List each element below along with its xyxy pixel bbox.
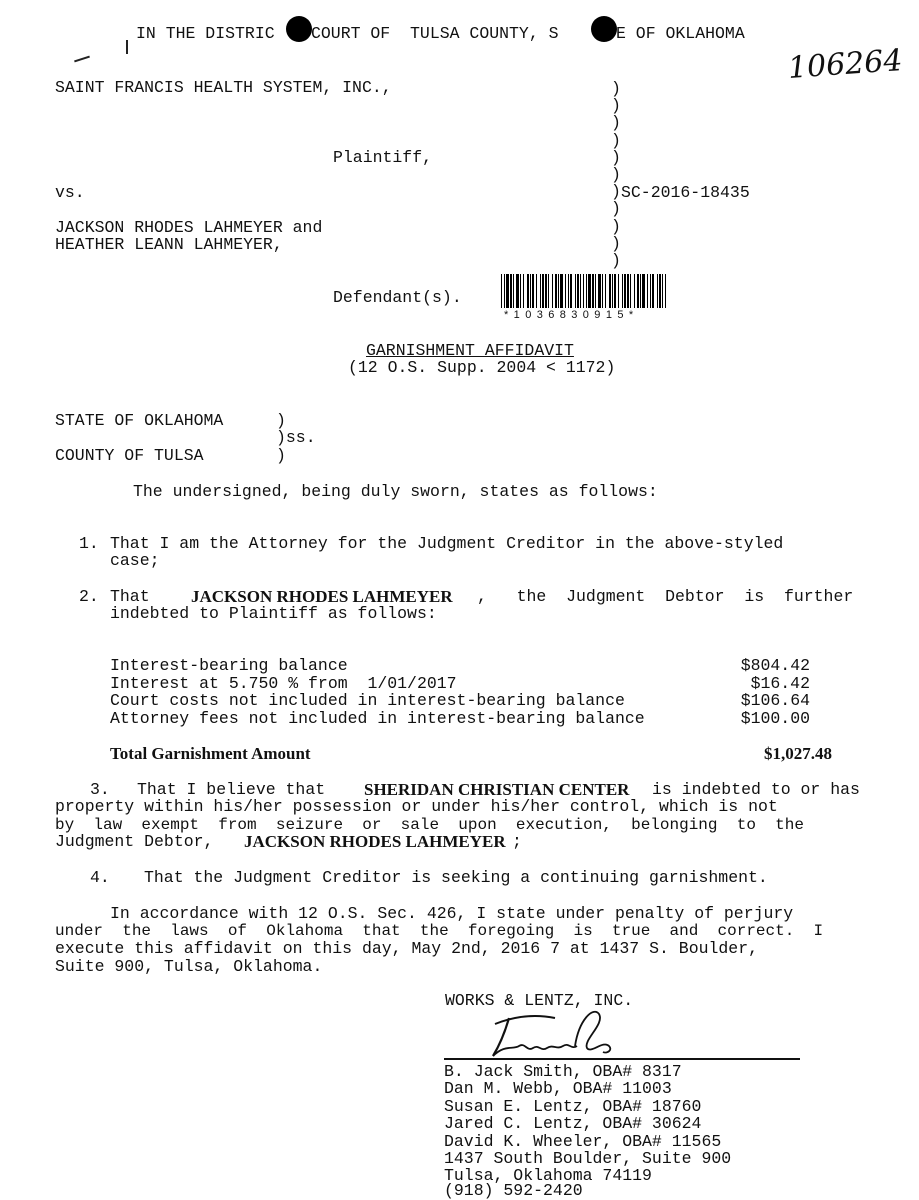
barcode-bar	[605, 274, 606, 308]
barcode-bar	[501, 274, 502, 308]
closing-line-3: execute this affidavit on this day, May 2nd, 2016 7 at 1437 S. Boulder,	[55, 939, 759, 958]
barcode-bar	[595, 274, 596, 308]
total-label: Total Garnishment Amount	[110, 744, 311, 763]
document-title: GARNISHMENT AFFIDAVIT	[366, 341, 574, 360]
item-2-debtor-name: JACKSON RHODES LAHMEYER	[191, 587, 453, 606]
attorney-line: Dan M. Webb, OBA# 11003	[444, 1079, 672, 1098]
venue-paren: )	[276, 446, 286, 465]
amount-label: Attorney fees not included in interest-bearing balance	[110, 709, 645, 728]
barcode-bar	[530, 274, 531, 308]
amount-label: Interest-bearing balance	[110, 656, 348, 675]
stray-mark	[74, 56, 90, 63]
item-2-number: 2.	[79, 587, 99, 606]
barcode-bar	[657, 274, 658, 308]
item-1-line-2: case;	[110, 551, 160, 570]
barcode-bar	[580, 274, 581, 308]
closing-line-1: In accordance with 12 O.S. Sec. 426, I state under penalty of perjury	[110, 904, 794, 923]
barcode-bar	[516, 274, 519, 308]
barcode-bar	[548, 274, 549, 308]
handwritten-file-number: 106264	[786, 43, 904, 86]
barcode-bar	[602, 274, 603, 308]
item-2-that: That	[110, 587, 150, 606]
barcode-bar	[523, 274, 524, 308]
barcode-bar	[622, 274, 623, 308]
statute-reference: (12 O.S. Supp. 2004 < 1172)	[348, 358, 616, 377]
firm-city-line: Tulsa, Oklahoma 74119	[444, 1166, 652, 1185]
handwritten-signature	[475, 1000, 655, 1062]
amount-value: $804.42	[740, 656, 810, 675]
firm-phone-line: (918) 592-2420	[444, 1181, 583, 1200]
barcode-bar	[520, 274, 521, 308]
barcode-bar	[510, 274, 512, 308]
barcode-bar	[609, 274, 611, 308]
venue-ss: )ss.	[276, 428, 316, 447]
item-3-garnishee-name: SHERIDAN CHRISTIAN CENTER	[364, 780, 630, 799]
barcode-bar	[504, 274, 505, 308]
amount-label: Interest at 5.750 % from 1/01/2017	[110, 674, 457, 693]
barcode-bar	[662, 274, 663, 308]
barcode-bar	[565, 274, 566, 308]
barcode-bar	[612, 274, 613, 308]
court-header-mid: COURT OF TULSA COUNTY, S	[311, 24, 559, 43]
barcode-bar	[513, 274, 514, 308]
defendant-name-2: HEATHER LEANN LAHMEYER,	[55, 235, 283, 254]
barcode-bar	[545, 274, 547, 308]
redaction-blot	[286, 16, 312, 42]
barcode-bar	[650, 274, 651, 308]
firm-address-line: 1437 South Boulder, Suite 900	[444, 1149, 732, 1168]
barcode-bar	[575, 274, 576, 308]
redaction-blot	[591, 16, 617, 42]
barcode-bar	[647, 274, 648, 308]
barcode-bar	[555, 274, 557, 308]
venue-paren: )	[276, 411, 286, 430]
item-3-rest: is indebted to or has	[652, 780, 860, 799]
barcode-bar	[637, 274, 639, 308]
firm-name: WORKS & LENTZ, INC.	[445, 991, 634, 1010]
item-3-line-3: by law exempt from seizure or sale upon execution, belonging to the	[55, 816, 804, 834]
court-header-left: IN THE DISTRIC	[136, 24, 275, 43]
barcode-bar	[568, 274, 569, 308]
barcode-bar	[532, 274, 534, 308]
barcode-bar	[552, 274, 553, 308]
barcode-text: *1036830915*	[504, 309, 639, 321]
court-header-right: E OF OKLAHOMA	[616, 24, 745, 43]
case-number: SC-2016-18435	[621, 183, 750, 202]
barcode-bar	[586, 274, 587, 308]
item-1-number: 1.	[79, 534, 99, 553]
item-3-line-2: property within his/her possession or under his/her control, which is not	[55, 797, 778, 816]
barcode-bar	[618, 274, 619, 308]
barcode-bar	[624, 274, 626, 308]
barcode-bar	[560, 274, 563, 308]
barcode-bar	[506, 274, 509, 308]
barcode	[501, 274, 669, 308]
item-4-text: That the Judgment Creditor is seeking a continuing garnishment.	[144, 868, 768, 887]
barcode-bar	[570, 274, 572, 308]
amount-value: $106.64	[740, 691, 810, 710]
item-4-number: 4.	[90, 868, 110, 887]
signature-line	[444, 1058, 800, 1060]
barcode-bar	[577, 274, 579, 308]
barcode-bar	[659, 274, 661, 308]
total-amount: $1,027.48	[764, 744, 832, 763]
item-3-line-4-post: ;	[512, 832, 522, 851]
barcode-bar	[614, 274, 616, 308]
item-3-line-4-pre: Judgment Debtor,	[55, 832, 214, 851]
barcode-bar	[598, 274, 601, 308]
attorney-line: Jared C. Lentz, OBA# 30624	[444, 1114, 702, 1133]
barcode-bar	[642, 274, 645, 308]
item-1-line-1: That I am the Attorney for the Judgment Creditor in the above-styled	[110, 534, 784, 553]
item-3-debtor-name: JACKSON RHODES LAHMEYER	[244, 832, 506, 851]
attorney-line: David K. Wheeler, OBA# 11565	[444, 1132, 722, 1151]
defendant-label: Defendant(s).	[333, 288, 462, 307]
item-3-that: That I believe that	[137, 780, 326, 799]
defendant-name-1: JACKSON RHODES LAHMEYER and	[55, 218, 323, 237]
barcode-bar	[542, 274, 544, 308]
item-2-line-2: indebted to Plaintiff as follows:	[110, 604, 437, 623]
attorney-line: Susan E. Lentz, OBA# 18760	[444, 1097, 702, 1116]
barcode-bar	[527, 274, 529, 308]
stray-mark	[126, 40, 128, 54]
barcode-bar	[640, 274, 641, 308]
barcode-bar	[540, 274, 541, 308]
attorney-line: B. Jack Smith, OBA# 8317	[444, 1062, 682, 1081]
caption-parentheses: ) ) ) ) ) ) ) ) ) ) )	[611, 79, 621, 271]
intro-statement: The undersigned, being duly sworn, states as follows:	[133, 482, 658, 501]
barcode-bar	[558, 274, 559, 308]
closing-line-4: Suite 900, Tulsa, Oklahoma.	[55, 957, 323, 976]
item-3-number: 3.	[90, 780, 110, 799]
barcode-bar	[630, 274, 631, 308]
amount-label: Court costs not included in interest-bearing balance	[110, 691, 625, 710]
barcode-bar	[665, 274, 666, 308]
barcode-bar	[634, 274, 635, 308]
amount-value: $16.42	[750, 674, 810, 693]
plaintiff-label: Plaintiff,	[333, 148, 433, 167]
barcode-bar	[583, 274, 584, 308]
venue-county: COUNTY OF TULSA	[55, 446, 204, 465]
venue-state: STATE OF OKLAHOMA	[55, 411, 224, 430]
closing-line-2: under the laws of Oklahoma that the foregoing is true and correct. I	[55, 922, 824, 940]
item-2-rest: , the Judgment Debtor is further	[477, 587, 854, 606]
barcode-bar	[592, 274, 594, 308]
barcode-bar	[652, 274, 654, 308]
barcode-bar	[588, 274, 591, 308]
amount-value: $100.00	[740, 709, 810, 728]
plaintiff-name: SAINT FRANCIS HEALTH SYSTEM, INC.,	[55, 78, 392, 97]
barcode-bar	[627, 274, 629, 308]
versus: vs.	[55, 183, 85, 202]
barcode-bar	[536, 274, 537, 308]
